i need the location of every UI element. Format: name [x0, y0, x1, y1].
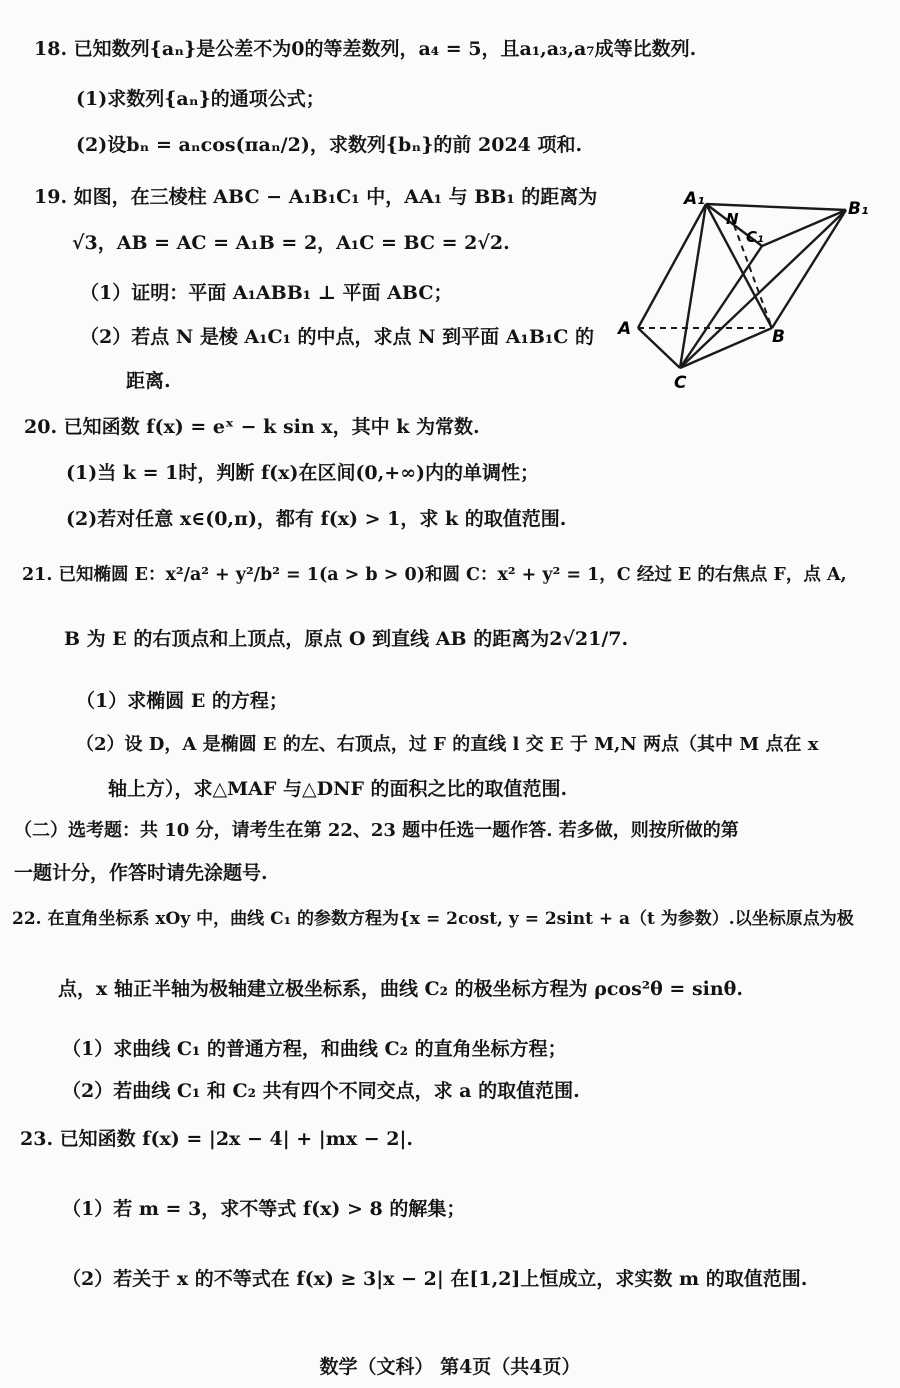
q19-stem-line1: 19. 如图，在三棱柱 ABC − A₁B₁C₁ 中，AA₁ 与 BB₁ 的距离为	[34, 186, 598, 208]
q22-stem-line1: 22. 在直角坐标系 xOy 中，曲线 C₁ 的参数方程为{x = 2cost, y = 2sint + a（t 为参数）.以坐标原点为极	[12, 909, 854, 929]
section2-line1: （二）选考题：共 10 分，请考生在第 22、23 题中任选一题作答. 若多做，则按所做的第	[14, 820, 739, 841]
q18-part2: (2)设bₙ = aₙcos(πaₙ/2)，求数列{bₙ}的前 2024 项和.	[76, 134, 583, 156]
label-n: N	[726, 210, 739, 228]
q21-part1: （1）求椭圆 E 的方程；	[76, 690, 288, 712]
label-c1: C₁	[746, 228, 764, 246]
q21-part2-line2: 轴上方），求△MAF 与△DNF 的面积之比的取值范围.	[108, 778, 568, 800]
label-a1: A₁	[684, 189, 705, 209]
q21-stem-line2: B 为 E 的右顶点和上顶点，原点 O 到直线 AB 的距离为2√21/7.	[64, 628, 629, 650]
q19-part2-line1: （2）若点 N 是棱 A₁C₁ 的中点，求点 N 到平面 A₁B₁C 的	[80, 326, 594, 348]
label-c: C	[674, 373, 687, 392]
q23-stem: 23. 已知函数 f(x) = |2x − 4| + |mx − 2|.	[20, 1128, 414, 1150]
prism-figure	[610, 182, 880, 392]
q19-stem-line2: √3，AB = AC = A₁B = 2，A₁C = BC = 2√2.	[72, 232, 510, 254]
q19-part2-line2: 距离.	[126, 370, 171, 392]
q21-part2-line1: （2）设 D，A 是椭圆 E 的左、右顶点，过 F 的直线 l 交 E 于 M,N 两点（其中 M 点在 x	[76, 734, 819, 755]
q20-part2: (2)若对任意 x∈(0,π)，都有 f(x) > 1，求 k 的取值范围.	[66, 508, 567, 530]
q20-part1: (1)当 k = 1时，判断 f(x)在区间(0,+∞)内的单调性；	[66, 462, 540, 484]
q22-part1: （1）求曲线 C₁ 的普通方程，和曲线 C₂ 的直角坐标方程；	[62, 1038, 567, 1060]
q20-stem: 20. 已知函数 f(x) = eˣ − k sin x，其中 k 为常数.	[24, 416, 480, 438]
q22-part2: （2）若曲线 C₁ 和 C₂ 共有四个不同交点，求 a 的取值范围.	[62, 1080, 580, 1102]
q21-stem-line1: 21. 已知椭圆 E：x²/a² + y²/b² = 1(a > b > 0)和圆 C：x² + y² = 1，C 经过 E 的右焦点 F，点 A,	[22, 565, 847, 585]
q23-part1: （1）若 m = 3，求不等式 f(x) > 8 的解集；	[62, 1198, 466, 1220]
label-a: A	[618, 319, 632, 339]
page-footer: 数学（文科） 第4页（共4页）	[319, 1356, 581, 1378]
label-b: B	[772, 327, 785, 347]
q18-stem: 18. 已知数列{aₙ}是公差不为0的等差数列，a₄ = 5，且a₁,a₃,a₇成等比数列.	[34, 38, 697, 60]
section2-line2: 一题计分，作答时请先涂题号.	[14, 862, 268, 884]
label-b1: B₁	[848, 199, 869, 219]
q19-part1: （1）证明：平面 A₁ABB₁ ⊥ 平面 ABC；	[80, 282, 453, 304]
q22-stem-line2: 点，x 轴正半轴为极轴建立极坐标系，曲线 C₂ 的极坐标方程为 ρcos²θ = sinθ.	[58, 978, 743, 1000]
q18-part1: (1)求数列{aₙ}的通项公式；	[76, 88, 325, 110]
q23-part2: （2）若关于 x 的不等式在 f(x) ≥ 3|x − 2| 在[1,2]上恒成立，求实数 m 的取值范围.	[62, 1268, 808, 1290]
